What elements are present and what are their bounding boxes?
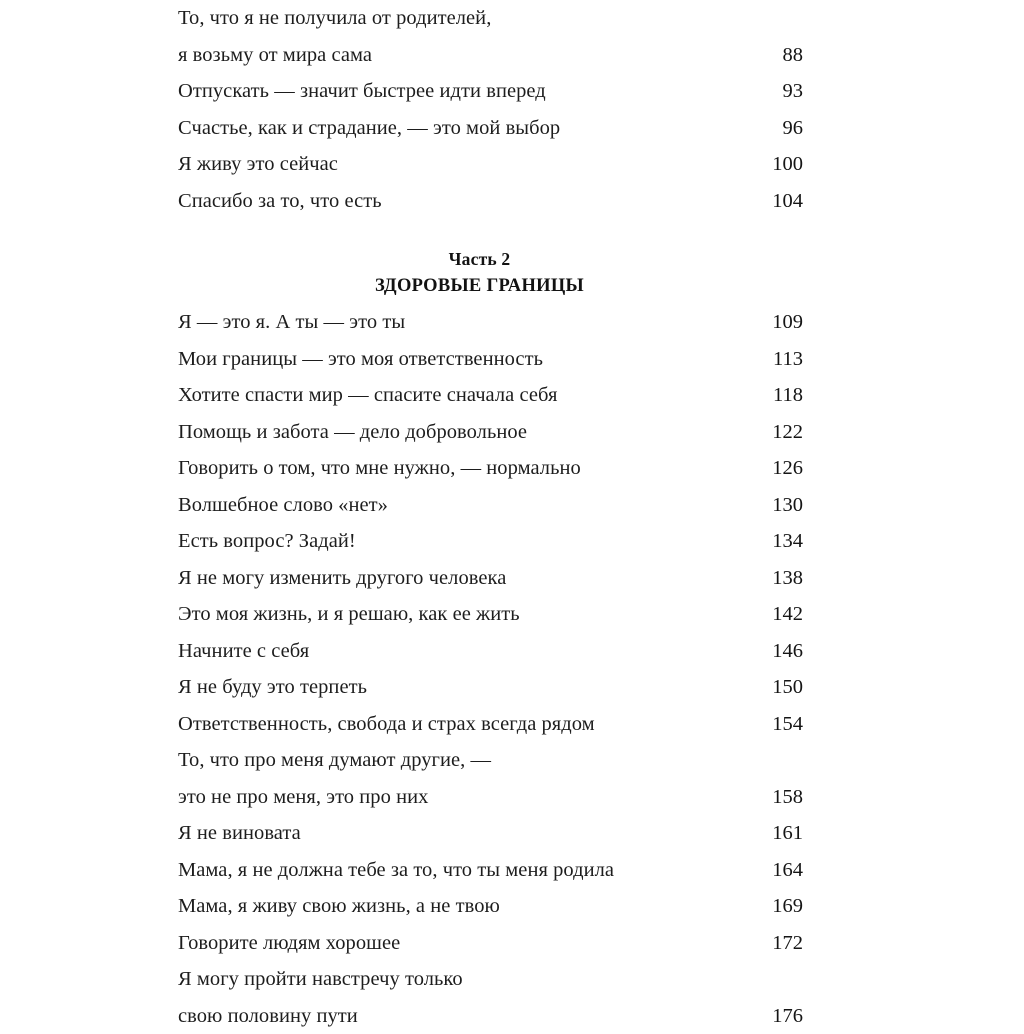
toc-entry-line-final — [178, 925, 803, 962]
part-heading-title: ЗДОРОВЫЕ ГРАНИЦЫ — [167, 272, 792, 300]
toc-entry-page-number: 104 — [749, 183, 803, 220]
toc-entry[interactable] — [178, 888, 803, 925]
toc-entry-page-number: 134 — [749, 523, 803, 560]
dot-leader — [590, 473, 749, 474]
toc-entry-line-final — [178, 183, 803, 220]
toc-entry-page-number: 138 — [749, 560, 803, 597]
toc-entry-page-number: 126 — [749, 450, 803, 487]
toc-entry[interactable] — [178, 815, 803, 852]
dot-leader — [500, 765, 749, 766]
dot-leader — [409, 948, 749, 949]
toc-entry-title: Я живу это сейчас — [178, 146, 347, 183]
dot-leader — [347, 169, 749, 170]
toc-entry[interactable] — [178, 414, 803, 451]
toc-entry-line-wrapped — [178, 961, 803, 998]
dot-leader — [472, 984, 749, 985]
toc-entry[interactable] — [178, 596, 803, 633]
toc-entry-page-number: 154 — [749, 706, 803, 743]
toc-entry[interactable] — [178, 487, 803, 524]
toc-entry-title: Есть вопрос? Задай! — [178, 523, 365, 560]
dot-leader — [397, 510, 749, 511]
dot-leader — [552, 364, 749, 365]
toc-entry-page-number: 100 — [749, 146, 803, 183]
toc-entry-line-final — [178, 341, 803, 378]
dot-leader — [515, 583, 749, 584]
toc-entry-line-final — [178, 779, 803, 816]
toc-entry-line-final — [178, 304, 803, 341]
toc-entry-page-number: 161 — [749, 815, 803, 852]
toc-entry-line-final — [178, 633, 803, 670]
toc-entry-title: То, что я не получила от родителей, — [178, 0, 500, 37]
toc-entry-page-number: 172 — [749, 925, 803, 962]
toc-entry-title: Помощь и забота — дело добровольное — [178, 414, 536, 451]
toc-entry-line-final — [178, 669, 803, 706]
toc-entry[interactable] — [178, 450, 803, 487]
toc-entry-title: Начните с себя — [178, 633, 318, 670]
dot-leader — [367, 1021, 749, 1022]
toc-entry-title: Волшебное слово «нет» — [178, 487, 397, 524]
dot-leader — [414, 327, 749, 328]
dot-leader — [318, 656, 749, 657]
toc-entry[interactable] — [178, 183, 803, 220]
toc-entry-page-number: 176 — [749, 998, 803, 1034]
toc-group-before-part-2 — [178, 0, 803, 219]
dot-leader — [376, 692, 749, 693]
toc-entry[interactable] — [178, 925, 803, 962]
toc-entry-line-wrapped — [178, 742, 803, 779]
toc-content-column — [178, 0, 803, 1034]
dot-leader — [566, 400, 749, 401]
toc-entry-line-final — [178, 414, 803, 451]
toc-entry[interactable] — [178, 523, 803, 560]
toc-entry[interactable] — [178, 146, 803, 183]
toc-entry-title: Хотите спасти мир — спасите сначала себя — [178, 377, 566, 414]
toc-entry-line-final — [178, 37, 803, 74]
dot-leader — [437, 802, 749, 803]
toc-entry-title: Говорите людям хорошее — [178, 925, 409, 962]
toc-entry-title: Счастье, как и страдание, — это мой выбор — [178, 110, 569, 147]
toc-entry-line-final — [178, 560, 803, 597]
toc-entry-page-number: 158 — [749, 779, 803, 816]
toc-entry-line-final — [178, 146, 803, 183]
dot-leader — [623, 875, 749, 876]
toc-entry-line-final — [178, 110, 803, 147]
toc-entry-title: Мама, я живу свою жизнь, а не твою — [178, 888, 509, 925]
toc-entry-page-number: 146 — [749, 633, 803, 670]
toc-entry-title: Я не буду это терпеть — [178, 669, 376, 706]
dot-leader — [529, 619, 749, 620]
toc-entry-line-final — [178, 888, 803, 925]
toc-entry[interactable] — [178, 341, 803, 378]
toc-entry-page-number: 130 — [749, 487, 803, 524]
toc-entry-page-number: 96 — [749, 110, 803, 147]
toc-entry-line-wrapped — [178, 0, 803, 37]
toc-entry-title: свою половину пути — [178, 998, 367, 1034]
part-heading-number: Часть 2 — [167, 247, 792, 272]
toc-entry-title: Спасибо за то, что есть — [178, 183, 391, 220]
dot-leader — [555, 96, 749, 97]
toc-entry-page-number: 150 — [749, 669, 803, 706]
toc-entry-line-final — [178, 377, 803, 414]
toc-entry-page-number: 88 — [749, 37, 803, 74]
toc-entry[interactable] — [178, 961, 803, 1034]
toc-group-part-2 — [178, 304, 803, 1034]
dot-leader — [310, 838, 749, 839]
toc-entry[interactable] — [178, 669, 803, 706]
toc-entry-title: Это моя жизнь, и я решаю, как ее жить — [178, 596, 529, 633]
dot-leader — [391, 206, 749, 207]
dot-leader — [509, 911, 749, 912]
toc-entry[interactable] — [178, 633, 803, 670]
dot-leader — [365, 546, 749, 547]
toc-entry[interactable] — [178, 110, 803, 147]
dot-leader — [604, 729, 749, 730]
toc-entry-page-number: 142 — [749, 596, 803, 633]
toc-entry-line-final — [178, 523, 803, 560]
toc-entry-line-final — [178, 487, 803, 524]
toc-entry-title: Я не могу изменить другого человека — [178, 560, 515, 597]
dot-leader — [536, 437, 749, 438]
toc-entry-page-number: 109 — [749, 304, 803, 341]
toc-entry[interactable] — [178, 0, 803, 73]
toc-entry[interactable] — [178, 706, 803, 743]
toc-entry-title: Я — это я. А ты — это ты — [178, 304, 414, 341]
toc-entry-line-final — [178, 596, 803, 633]
toc-entry-title: Ответственность, свобода и страх всегда рядом — [178, 706, 604, 743]
toc-entry-title: Мама, я не должна тебе за то, что ты меня родила — [178, 852, 623, 889]
toc-entry-line-final — [178, 815, 803, 852]
toc-entry[interactable] — [178, 304, 803, 341]
toc-entry-line-final — [178, 450, 803, 487]
toc-entry-title: Я могу пройти навстречу только — [178, 961, 472, 998]
toc-entry-page-number: 93 — [749, 73, 803, 110]
toc-entry-line-final — [178, 73, 803, 110]
toc-entry-title: То, что про меня думают другие, — — [178, 742, 500, 779]
toc-entry-line-final — [178, 706, 803, 743]
toc-entry-line-final — [178, 998, 803, 1034]
toc-entry-title: Мои границы — это моя ответственность — [178, 341, 552, 378]
dot-leader — [381, 60, 749, 61]
toc-entry-page-number: 169 — [749, 888, 803, 925]
toc-entry[interactable] — [178, 377, 803, 414]
toc-entry-page-number: 118 — [749, 377, 803, 414]
toc-entry-page-number: 164 — [749, 852, 803, 889]
toc-entry[interactable] — [178, 742, 803, 815]
dot-leader — [569, 133, 749, 134]
toc-entry[interactable] — [178, 852, 803, 889]
toc-entry-title: Отпускать — значит быстрее идти вперед — [178, 73, 555, 110]
toc-entry-page-number: 122 — [749, 414, 803, 451]
toc-entry-title: Я не виновата — [178, 815, 310, 852]
toc-entry-line-final — [178, 852, 803, 889]
toc-entry[interactable] — [178, 73, 803, 110]
toc-entry-page-number: 113 — [749, 341, 803, 378]
part-heading — [178, 219, 803, 304]
toc-entry[interactable] — [178, 560, 803, 597]
toc-entry-title: я возьму от мира сама — [178, 37, 381, 74]
dot-leader — [500, 23, 749, 24]
toc-entry-title: это не про меня, это про них — [178, 779, 437, 816]
toc-entry-title: Говорить о том, что мне нужно, — нормально — [178, 450, 590, 487]
